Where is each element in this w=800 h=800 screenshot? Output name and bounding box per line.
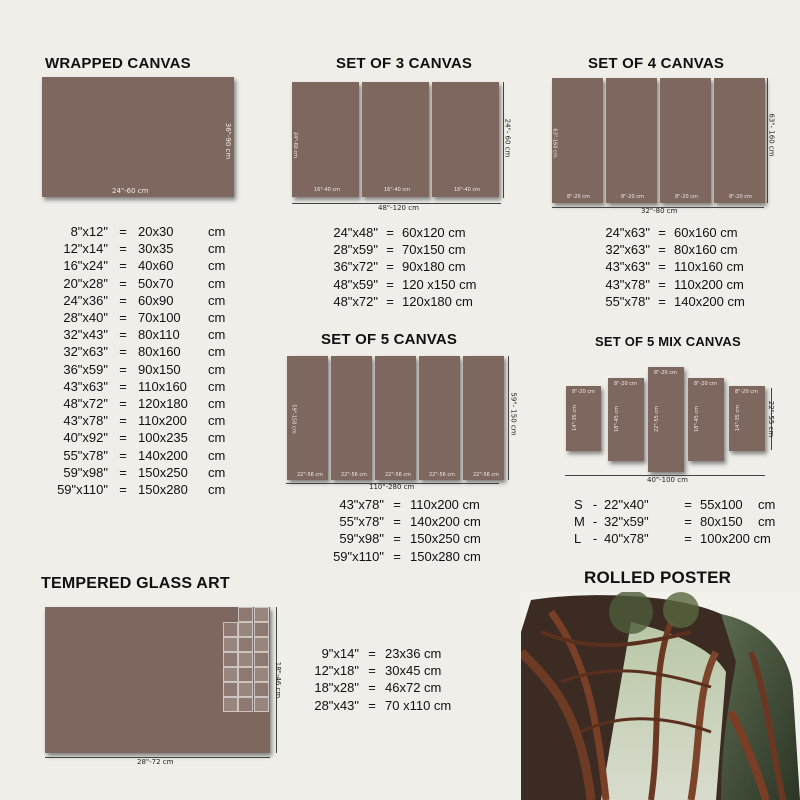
glass-size-list — [293, 645, 495, 714]
size-cell: = — [393, 548, 401, 564]
size-cell: 30x35 — [138, 241, 174, 257]
size-cell: 24"x63" — [605, 225, 650, 240]
size-cell: 70x100 — [138, 310, 181, 326]
size-cell: cm — [208, 447, 226, 463]
size-row — [318, 241, 512, 258]
set5-panel-width: 22"-56 cm — [341, 472, 368, 478]
size-cell: = — [386, 276, 394, 292]
size-row — [40, 447, 238, 464]
set5-panel-height: 59"-150 cm — [290, 404, 297, 434]
size-cell: cm — [208, 482, 226, 498]
size-cell: = — [368, 663, 376, 679]
size-cell: = — [119, 344, 127, 360]
size-cell: 100x235 — [138, 430, 188, 446]
set5-panel — [419, 356, 460, 480]
set3-panel-height: 24"-60 cm — [292, 131, 299, 159]
size-cell: 140x200 cm — [674, 293, 745, 309]
size-row — [318, 293, 512, 310]
size-cell: 12"x14" — [63, 241, 108, 257]
mix5-total-width: 40"-100 cm — [647, 476, 688, 484]
set4-total-width: 32"-80 cm — [641, 207, 678, 215]
size-cell: 60x160 cm — [674, 225, 738, 240]
set3-total-width: 48"-120 cm — [378, 204, 419, 212]
size-cell: 60x90 — [138, 292, 174, 308]
size-cell: 80x160 — [138, 344, 181, 360]
set5-title: SET OF 5 CANVAS — [321, 331, 458, 348]
size-cell: = — [684, 514, 692, 530]
size-cell: 80x110 — [138, 327, 180, 343]
size-row — [318, 276, 512, 293]
glass-height-label: 18"-46 cm — [274, 661, 283, 699]
size-row — [293, 645, 495, 662]
size-cell: 150x250 cm — [410, 531, 481, 547]
set4-panel-width: 8"-20 cm — [567, 194, 590, 200]
size-cell: 28"x59" — [333, 242, 378, 258]
size-cell: 20"x28" — [63, 275, 108, 291]
size-cell: 70x150 cm — [402, 242, 466, 258]
glass-reflection-tile — [254, 622, 269, 637]
glass-reflection-tile — [254, 637, 269, 652]
size-row — [293, 662, 495, 679]
size-cell: = — [119, 258, 127, 274]
size-cell: 150x280 cm — [410, 548, 481, 564]
size-cell: 48"x72" — [333, 293, 378, 309]
wrapped-canvas-panel — [42, 77, 234, 197]
size-cell: 100x200 cm — [700, 531, 771, 547]
size-cell: = — [386, 225, 394, 240]
wrapped-height-label: 36"-90 cm — [224, 122, 233, 160]
size-cell: 36"x72" — [333, 259, 378, 275]
size-cell: 22"x40" — [604, 497, 649, 512]
size-cell: = — [119, 447, 127, 463]
set5-panel-width: 22"-56 cm — [429, 472, 456, 478]
size-cell: 28"x43" — [314, 697, 359, 713]
size-cell: 8"x12" — [70, 224, 108, 239]
size-cell: cm — [208, 258, 226, 274]
size-cell: = — [368, 680, 376, 696]
size-row — [318, 530, 520, 547]
wrapped-width-label: 24"-60 cm — [112, 187, 149, 195]
size-cell: 55"x78" — [339, 514, 384, 530]
size-cell: 30x45 cm — [385, 663, 442, 679]
mix5-title: SET OF 5 MIX CANVAS — [595, 334, 741, 349]
glass-reflection-tile — [238, 637, 253, 652]
size-cell: L — [574, 531, 582, 547]
set5-size-list — [318, 496, 520, 565]
size-cell: cm — [208, 224, 226, 239]
size-cell: 55"x78" — [605, 293, 650, 309]
size-cell: cm — [208, 292, 226, 308]
glass-reflection-tile — [238, 622, 253, 637]
size-row — [40, 275, 238, 292]
size-row — [40, 309, 238, 326]
size-cell: = — [684, 531, 692, 547]
size-cell: 59"x98" — [63, 464, 108, 480]
size-cell: 43"x78" — [605, 276, 650, 292]
size-row — [40, 481, 238, 498]
size-row — [40, 412, 238, 429]
size-cell: = — [119, 224, 127, 239]
size-row — [590, 293, 784, 310]
set4-panel — [714, 78, 765, 203]
glass-reflection-tile — [238, 607, 253, 622]
mix5-panel-height: 14"-35 cm — [735, 404, 742, 431]
size-cell: = — [393, 514, 401, 530]
size-cell: 40"x92" — [63, 430, 108, 446]
set4-panel-width: 8"-20 cm — [675, 194, 698, 200]
glass-reflection-tile — [254, 697, 269, 712]
size-row — [590, 224, 784, 241]
size-cell: = — [119, 241, 127, 257]
size-cell: 24"x48" — [333, 225, 378, 240]
set3-panel — [292, 82, 359, 197]
set4-panel — [660, 78, 711, 203]
set5-panel — [375, 356, 416, 480]
size-cell: S — [574, 497, 583, 512]
size-row — [590, 276, 784, 293]
size-cell: = — [119, 275, 127, 291]
glass-reflection-tile — [238, 667, 253, 682]
mix5-panel — [648, 367, 684, 472]
glass-reflection-tile — [223, 697, 238, 712]
size-cell: = — [119, 482, 127, 498]
glass-title: TEMPERED GLASS ART — [41, 575, 230, 592]
size-cell: 32"x59" — [604, 514, 649, 530]
glass-reflection-tile — [223, 652, 238, 667]
set3-panel — [432, 82, 499, 197]
set4-panel-width: 8"-20 cm — [729, 194, 752, 200]
glass-reflection-tile — [238, 682, 253, 697]
size-row — [318, 496, 520, 513]
mix5-panel-width: 8"-20 cm — [735, 389, 758, 395]
size-row — [574, 530, 788, 547]
set4-title: SET OF 4 CANVAS — [588, 55, 725, 72]
mix5-panel-width: 8"-20 cm — [614, 381, 637, 387]
size-cell: = — [393, 531, 401, 547]
set4-panel — [552, 78, 603, 203]
size-row — [40, 240, 238, 257]
size-cell: 59"x110" — [57, 482, 108, 498]
size-cell: 55"x78" — [63, 447, 108, 463]
size-cell: = — [684, 497, 692, 512]
mix5-panel-width: 8"-20 cm — [654, 370, 677, 376]
wrapped-canvas-title: WRAPPED CANVAS — [45, 55, 191, 72]
size-cell: = — [658, 225, 666, 240]
glass-reflection-tile — [254, 652, 269, 667]
mix5-panel-height: 14"-35 cm — [572, 404, 579, 431]
set5-panel — [463, 356, 504, 480]
size-cell: = — [119, 361, 127, 377]
size-cell: 90x180 cm — [402, 259, 466, 275]
size-cell: 16"x24" — [63, 258, 108, 274]
set5-panel-width: 22"-56 cm — [297, 472, 324, 478]
size-row — [293, 697, 495, 714]
size-cell: cm — [208, 241, 226, 257]
glass-reflection-tile — [238, 697, 253, 712]
set3-size-list — [318, 224, 512, 310]
mix5-right-label: 22"-55 cm — [767, 400, 776, 438]
size-cell: 80x150 — [700, 514, 743, 530]
size-cell: 40"x78" — [604, 531, 649, 547]
size-row — [590, 241, 784, 258]
set5-panel — [331, 356, 372, 480]
size-cell: = — [119, 292, 127, 308]
glass-width-label: 28"-72 cm — [137, 758, 174, 766]
poster-image — [521, 592, 800, 800]
size-cell: 43"x78" — [339, 497, 384, 512]
size-cell: = — [368, 646, 376, 661]
size-row — [318, 258, 512, 275]
size-cell: = — [658, 293, 666, 309]
set3-panel — [362, 82, 429, 197]
set4-panel — [606, 78, 657, 203]
set3-panel-width: 16"-40 cm — [384, 187, 411, 193]
mix5-size-list — [574, 496, 788, 548]
size-cell: 46x72 cm — [385, 680, 442, 696]
size-cell: 32"x43" — [63, 327, 108, 343]
size-cell: 60x120 cm — [402, 225, 466, 240]
size-cell: 70 x110 cm — [385, 697, 452, 713]
size-cell: cm — [208, 361, 226, 377]
size-cell: 55x100 — [700, 497, 743, 512]
size-cell: = — [119, 396, 127, 412]
size-cell: = — [368, 697, 376, 713]
size-cell: cm — [208, 310, 226, 326]
set4-height-label: 63"- 160 cm — [767, 113, 776, 157]
size-row — [40, 343, 238, 360]
size-row — [40, 257, 238, 274]
poster-title: ROLLED POSTER — [584, 568, 732, 587]
glass-reflection-tile — [223, 667, 238, 682]
glass-reflection-tile — [254, 667, 269, 682]
glass-reflection-tile — [254, 607, 269, 622]
size-row — [40, 223, 238, 240]
size-cell: - — [592, 514, 598, 530]
size-cell: 140x200 cm — [410, 514, 481, 530]
size-row — [574, 513, 788, 530]
mix5-panel-height: 18"-45 cm — [614, 405, 621, 432]
size-cell: cm — [208, 413, 226, 429]
set3-panel-width: 16"-40 cm — [454, 187, 481, 193]
size-cell: 59"x98" — [339, 531, 384, 547]
size-cell: 43"x63" — [63, 378, 108, 394]
size-cell: = — [658, 242, 666, 258]
size-row — [40, 378, 238, 395]
size-cell: cm — [208, 344, 226, 360]
glass-reflection — [223, 607, 270, 712]
mix5-panel-height: 18"-45 cm — [694, 405, 701, 432]
mix5-panel-width: 8"-20 cm — [694, 381, 717, 387]
size-cell: 32"x63" — [63, 344, 108, 360]
size-cell: 23x36 cm — [385, 646, 442, 661]
size-cell: = — [658, 259, 666, 275]
size-cell: 120x180 — [138, 396, 188, 412]
size-cell: 120x180 cm — [402, 293, 473, 309]
size-cell: = — [119, 378, 127, 394]
glass-reflection-tile — [223, 682, 238, 697]
glass-reflection-tile — [223, 622, 238, 637]
size-cell: 59"x110" — [333, 548, 384, 564]
mix5-panel — [729, 386, 765, 451]
size-row — [318, 224, 512, 241]
size-row — [40, 395, 238, 412]
size-cell: 110x160 cm — [674, 259, 744, 275]
size-cell: = — [119, 413, 127, 429]
mix5-panel — [608, 378, 644, 461]
size-row — [574, 496, 788, 513]
size-cell: M — [574, 514, 585, 530]
size-row — [293, 679, 495, 696]
size-cell: 20x30 — [138, 224, 174, 239]
size-cell: 18"x28" — [314, 680, 359, 696]
size-cell: 140x200 — [138, 447, 188, 463]
size-cell: cm — [208, 327, 226, 343]
size-cell: 90x150 — [138, 361, 181, 377]
size-cell — [758, 530, 788, 547]
set3-panel-width: 16"-40 cm — [314, 187, 341, 193]
size-cell: cm — [208, 396, 226, 412]
size-row — [40, 292, 238, 309]
size-cell: = — [386, 259, 394, 275]
size-cell: 80x160 cm — [674, 242, 738, 258]
size-cell: 120 x150 cm — [402, 276, 477, 292]
set5-panel — [287, 356, 328, 480]
set5-panel-width: 22"-56 cm — [385, 472, 412, 478]
poster-illustration — [521, 592, 800, 800]
size-cell: = — [119, 327, 127, 343]
size-cell: = — [119, 310, 127, 326]
size-cell: = — [386, 242, 394, 258]
size-cell: 48"x72" — [63, 396, 108, 412]
size-cell: = — [658, 276, 666, 292]
size-cell: cm — [208, 275, 226, 291]
size-cell: 40x60 — [138, 258, 174, 274]
set4-panel-width: 8"-20 cm — [621, 194, 644, 200]
size-cell: = — [119, 430, 127, 446]
size-row — [40, 429, 238, 446]
size-cell: = — [119, 464, 127, 480]
size-cell: 110x200 — [138, 413, 187, 429]
size-cell: cm — [208, 378, 226, 394]
set3-title: SET OF 3 CANVAS — [336, 55, 473, 72]
size-cell: = — [386, 293, 394, 309]
size-cell: cm — [208, 464, 226, 480]
size-cell: 110x200 cm — [674, 276, 744, 292]
size-cell: 28"x40" — [63, 310, 108, 326]
size-cell: 50x70 — [138, 275, 174, 291]
size-cell: 110x160 — [138, 378, 187, 394]
size-cell: 48"x59" — [333, 276, 378, 292]
size-cell: - — [592, 531, 598, 547]
size-cell: 150x250 — [138, 464, 188, 480]
mix5-panel-height: 22"-55 cm — [654, 405, 661, 432]
size-cell: 9"x14" — [321, 646, 359, 661]
size-cell: - — [592, 497, 598, 512]
size-cell: 24"x36" — [63, 292, 108, 308]
size-row — [40, 361, 238, 378]
glass-reflection-tile — [238, 652, 253, 667]
size-cell: 43"x63" — [605, 259, 650, 275]
size-cell: = — [393, 497, 401, 512]
glass-reflection-tile — [223, 637, 238, 652]
size-cell: 12"x18" — [314, 663, 359, 679]
size-cell: 110x200 cm — [410, 497, 480, 512]
set5-height-label: 59"- 150 cm — [509, 392, 518, 436]
size-cell: 150x280 — [138, 482, 188, 498]
mix5-panel-width: 8"-20 cm — [572, 389, 595, 395]
size-row — [40, 326, 238, 343]
size-cell: cm — [758, 497, 776, 512]
set5-panel-width: 22"-56 cm — [473, 472, 500, 478]
set4-panel-height: 63"-160 cm — [551, 128, 558, 158]
size-cell: 32"x63" — [605, 242, 650, 258]
mix5-panel — [688, 378, 724, 461]
size-cell: 43"x78" — [63, 413, 108, 429]
size-cell: 36"x59" — [63, 361, 108, 377]
set5-total-width: 110"-280 cm — [369, 483, 415, 491]
glass-panel — [45, 607, 270, 753]
glass-reflection-tile — [254, 682, 269, 697]
size-row — [40, 464, 238, 481]
size-row — [590, 258, 784, 275]
wrapped-size-list — [40, 223, 238, 498]
set4-size-list — [590, 224, 784, 310]
size-cell: cm — [758, 514, 776, 530]
size-row — [318, 548, 520, 565]
size-row — [318, 513, 520, 530]
size-cell: cm — [208, 430, 226, 446]
set3-height-label: 24"- 60 cm — [503, 118, 512, 158]
mix5-panel — [566, 386, 601, 451]
